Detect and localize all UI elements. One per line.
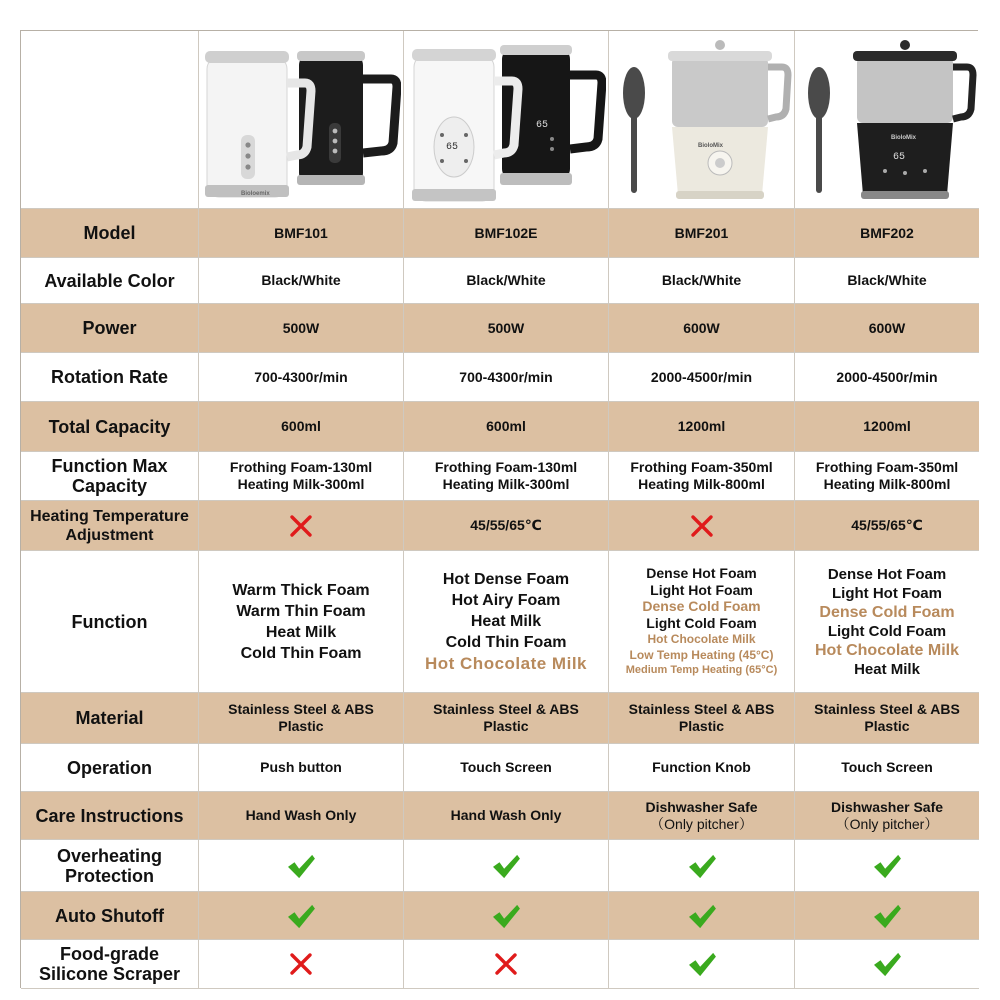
color-value: Black/White — [404, 258, 609, 304]
product-image-bmf202 — [795, 31, 979, 209]
operation-value: Touch Screen — [795, 744, 979, 792]
care-value — [609, 792, 795, 840]
function-item: Light Cold Foam — [646, 614, 757, 631]
function-item: Heat Milk — [854, 660, 920, 678]
material-value — [404, 693, 609, 744]
check-icon — [286, 853, 316, 879]
function-item: Hot Airy Foam — [451, 592, 561, 609]
value-line: Stainless Steel & ABS — [433, 701, 579, 717]
label-line: Function Max — [51, 456, 168, 476]
value-line: Stainless Steel & ABS — [814, 701, 960, 717]
brand-text: BioloMix — [697, 142, 723, 149]
row-label-power: Power — [21, 304, 199, 353]
value-line: Frothing Foam-130ml — [434, 459, 578, 475]
label-line: Protection — [64, 865, 154, 886]
shutoff-value — [199, 892, 404, 940]
product-image-bmf101 — [199, 31, 404, 209]
care-value — [404, 792, 609, 840]
capacity-value: 600ml — [199, 402, 404, 452]
row-label-heating-temperature — [21, 501, 199, 551]
function-list — [404, 551, 609, 693]
color-value: Black/White — [795, 258, 979, 304]
power-value: 600W — [609, 304, 795, 353]
check-icon — [687, 853, 717, 879]
product-image-bmf102e — [404, 31, 609, 209]
value-line: Plastic — [483, 718, 529, 734]
function-item-highlight: Hot Chocolate Milk — [647, 632, 756, 646]
row-label-model: Model — [21, 209, 199, 258]
rotation-value: 2000-4500r/min — [795, 353, 979, 402]
label-line: Capacity — [71, 476, 148, 496]
label-line: Food-grade — [60, 944, 159, 964]
row-label-rotation-rate: Rotation Rate — [21, 353, 199, 402]
row-label-auto-shutoff: Auto Shutoff — [21, 892, 199, 940]
rotation-value: 700-4300r/min — [199, 353, 404, 402]
function-item: Light Cold Foam — [827, 622, 947, 640]
model-value: BMF102E — [404, 209, 609, 258]
function-item-highlight: Dense Cold Foam — [819, 603, 955, 621]
comparison-table — [20, 30, 978, 988]
model-value: BMF201 — [609, 209, 795, 258]
model-value: BMF101 — [199, 209, 404, 258]
capacity-value: 600ml — [404, 402, 609, 452]
product-image-bmf201 — [609, 31, 795, 209]
value-line: Stainless Steel & ABS — [228, 701, 374, 717]
value-line: Plastic — [864, 718, 910, 734]
power-value: 600W — [795, 304, 979, 353]
scraper-value — [609, 940, 795, 989]
value-line: Dishwasher Safe — [645, 798, 758, 815]
header-corner-cell — [21, 31, 199, 209]
material-value — [609, 693, 795, 744]
brand-text: BioloMix — [891, 134, 916, 141]
frother-pair-image — [201, 35, 401, 205]
value-line: Frothing Foam-350ml — [630, 459, 773, 475]
shutoff-value — [404, 892, 609, 940]
row-label-operation: Operation — [21, 744, 199, 792]
max-capacity-value — [795, 452, 979, 501]
power-value: 500W — [199, 304, 404, 353]
scraper-value — [199, 940, 404, 989]
overheating-value — [199, 840, 404, 892]
rotation-value: 700-4300r/min — [404, 353, 609, 402]
value-line: （Only pitcher） — [835, 815, 939, 832]
temperature-value: 45/55/65℃ — [795, 501, 979, 551]
temperature-value: 45/55/65℃ — [404, 501, 609, 551]
check-icon — [286, 903, 316, 929]
check-icon — [491, 903, 521, 929]
cross-icon — [690, 514, 714, 538]
value-line: Dishwasher Safe — [830, 798, 944, 815]
scraper-value — [795, 940, 979, 989]
function-item-highlight: Hot Chocolate Milk — [424, 654, 587, 673]
display-readout-front: 65 — [446, 141, 459, 153]
value-line: Heating Milk-300ml — [442, 476, 570, 492]
function-item: Cold Thin Foam — [240, 644, 362, 662]
capacity-value: 1200ml — [795, 402, 979, 452]
model-value: BMF202 — [795, 209, 979, 258]
check-icon — [687, 903, 717, 929]
row-label-overheating-protection — [21, 840, 199, 892]
value-line: Hand Wash Only — [450, 807, 562, 823]
frother-pair-touch-image — [406, 35, 606, 205]
temperature-value — [199, 501, 404, 551]
power-value: 500W — [404, 304, 609, 353]
function-item: Light Hot Foam — [832, 584, 942, 602]
care-value — [199, 792, 404, 840]
value-line: Heating Milk-800ml — [823, 476, 951, 492]
function-item: Hot Dense Foam — [442, 571, 570, 588]
display-readout-rear: 65 — [536, 119, 549, 131]
cross-icon — [289, 514, 313, 538]
check-icon — [687, 951, 717, 977]
cross-icon — [494, 952, 518, 976]
row-label-total-capacity: Total Capacity — [21, 402, 199, 452]
shutoff-value — [795, 892, 979, 940]
overheating-value — [404, 840, 609, 892]
color-value: Black/White — [609, 258, 795, 304]
operation-value: Function Knob — [609, 744, 795, 792]
overheating-value — [795, 840, 979, 892]
row-label-care-instructions: Care Instructions — [21, 792, 199, 840]
cross-icon — [289, 952, 313, 976]
function-item: Light Hot Foam — [650, 581, 753, 598]
value-line: Stainless Steel & ABS — [628, 701, 775, 717]
check-icon — [872, 853, 902, 879]
function-list — [795, 551, 979, 693]
display-readout: 65 — [893, 151, 906, 163]
label-line: Heating Temperature — [30, 507, 189, 525]
row-label-function-max-capacity — [21, 452, 199, 501]
function-item: Dense Hot Foam — [646, 565, 757, 581]
function-list — [199, 551, 404, 693]
value-line: Frothing Foam-130ml — [229, 459, 373, 475]
check-icon — [491, 853, 521, 879]
value-line: Heating Milk-800ml — [638, 476, 765, 492]
temperature-value — [609, 501, 795, 551]
frother-black-with-scraper-image — [797, 35, 977, 205]
function-item: Warm Thin Foam — [236, 602, 366, 620]
label-line: Silicone Scraper — [38, 964, 181, 984]
value-line: （Only pitcher） — [650, 815, 753, 832]
function-item: Cold Thin Foam — [445, 634, 567, 651]
function-item-highlight: Dense Cold Foam — [642, 598, 761, 614]
value-line: Plastic — [278, 718, 324, 734]
care-value — [795, 792, 979, 840]
material-value — [199, 693, 404, 744]
function-item-highlight: Medium Temp Heating (65°C) — [625, 664, 778, 676]
row-label-silicone-scraper — [21, 940, 199, 989]
operation-value: Push button — [199, 744, 404, 792]
value-line: Heating Milk-300ml — [237, 476, 365, 492]
row-label-available-color: Available Color — [21, 258, 199, 304]
scraper-value — [404, 940, 609, 989]
operation-value: Touch Screen — [404, 744, 609, 792]
function-item: Dense Hot Foam — [827, 565, 947, 583]
row-label-material: Material — [21, 693, 199, 744]
value-line: Plastic — [678, 718, 725, 734]
frother-cream-with-scraper-image — [612, 35, 792, 205]
check-icon — [872, 903, 902, 929]
max-capacity-value — [404, 452, 609, 501]
function-item: Warm Thick Foam — [232, 581, 370, 599]
function-item-highlight: Hot Chocolate Milk — [814, 641, 959, 659]
label-line: Adjustment — [65, 526, 154, 544]
value-line: Hand Wash Only — [245, 807, 357, 823]
value-line: Frothing Foam-350ml — [815, 459, 959, 475]
function-item: Heat Milk — [470, 613, 542, 630]
max-capacity-value — [609, 452, 795, 501]
material-value — [795, 693, 979, 744]
capacity-value: 1200ml — [609, 402, 795, 452]
overheating-value — [609, 840, 795, 892]
shutoff-value — [609, 892, 795, 940]
check-icon — [872, 951, 902, 977]
function-list — [609, 551, 795, 693]
label-line: Overheating — [56, 845, 163, 866]
color-value: Black/White — [199, 258, 404, 304]
max-capacity-value — [199, 452, 404, 501]
row-label-function: Function — [21, 551, 199, 693]
function-item-highlight: Low Temp Heating (45°C) — [629, 648, 774, 662]
brand-text: Bioloemix — [241, 190, 270, 197]
function-item: Heat Milk — [265, 623, 337, 641]
rotation-value: 2000-4500r/min — [609, 353, 795, 402]
